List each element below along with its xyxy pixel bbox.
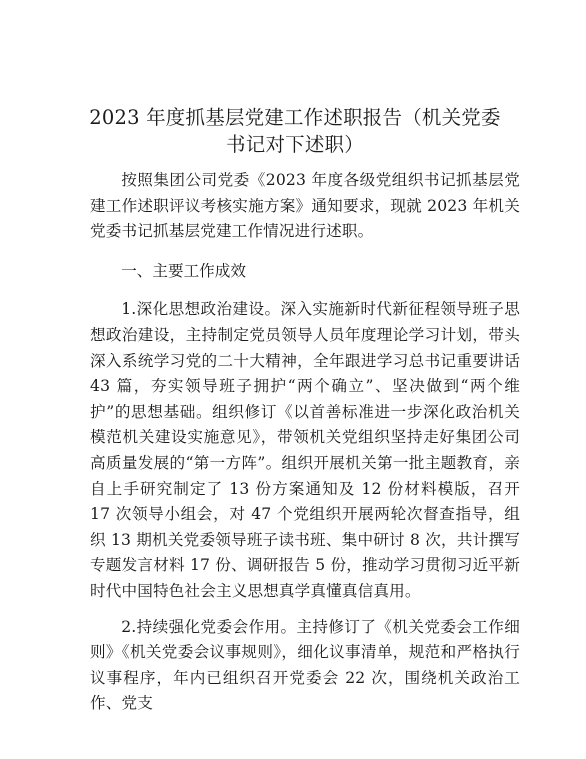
section-heading-main-achievements: 一、主要工作成效 xyxy=(121,261,246,280)
document-body xyxy=(90,168,520,717)
intro-paragraph: 按照集团公司党委《2023 年度各级党组织书记抓基层党建工作述职评议考核实施方案》通知要求，现就 2023 年机关党委书记抓基层党建工作情况进行述职。 xyxy=(90,171,520,241)
document-title: 2023 年度抓基层党建工作述职报告（机关党委书记对下述职） xyxy=(89,106,501,156)
paragraph-item-2: 2.持续强化党委会作用。主持修订了《机关党委会工作细则》《机关党委会议事规则》，细化议事清单，规范和严格执行议事程序，年内已组织召开党委会 22 次，围绕机关政治工作、党支 xyxy=(90,617,520,713)
paragraph-item-1: 1.深化思想政治建设。深入实施新时代新征程领导班子思想政治建设，主持制定党员领导人员年度理论学习计划，带头深入系统学习党的二十大精神，全年跟进学习总书记重要讲话 43 篇，夯实领导班子拥护“两个确立”、坚决做到“两个维护”的思想基础。组织修订《以首善标准进一步深化政治机关模范机关建设实施意见》，带领机关党组织坚持走好集团公司高质量发展的“第一方阵”。组织开展机关第一批主题教育，亲自上手研究制定了 13 份方案通知及 12 份材料模版，召开 17 次领导小组会，对 47 个党组织开展两轮次督查指导，组织 13 期机关党委领导班子读书班、集中研讨 8 次，共计撰写专题发言材料 17 份、调研报告 5 份，推动学习贯彻习近平新时代中国特色社会主义思想真学真懂真信真用。 xyxy=(90,300,520,600)
